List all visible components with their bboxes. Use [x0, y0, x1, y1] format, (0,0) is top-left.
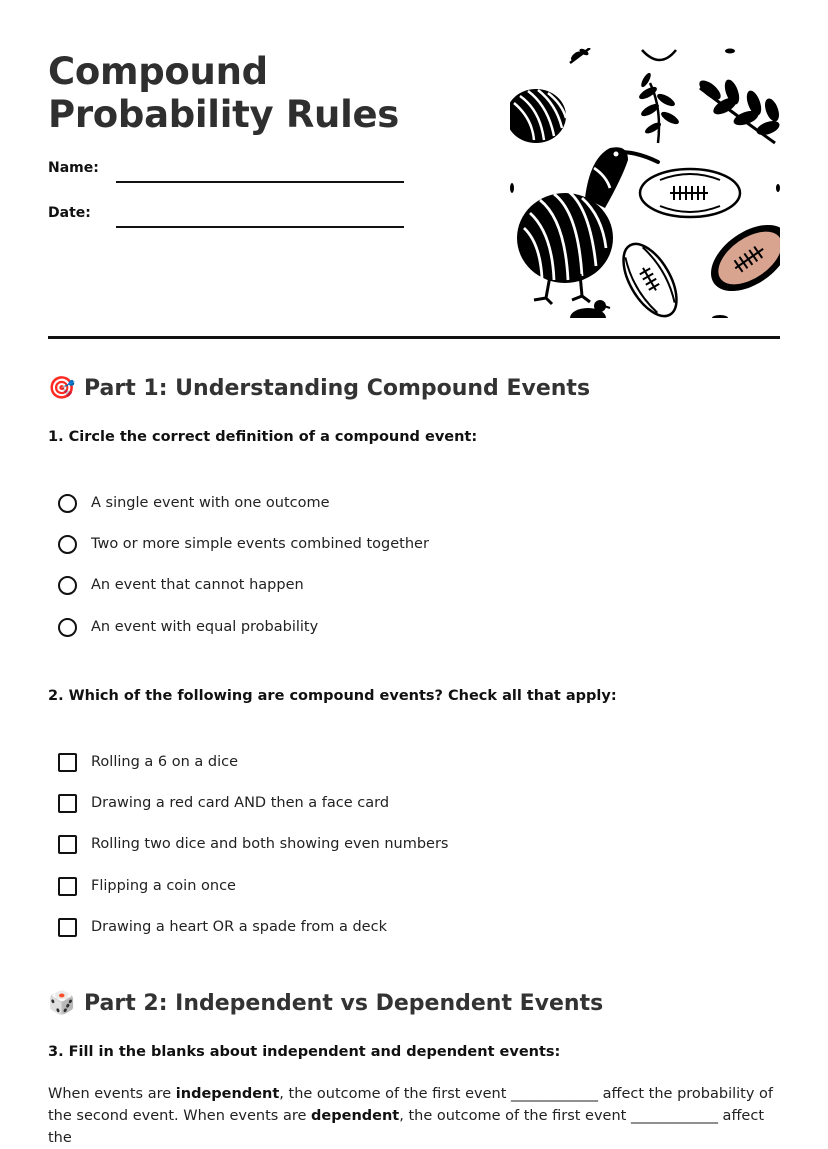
dependent-term: dependent [311, 1108, 400, 1124]
option-label: Drawing a heart OR a spade from a deck [91, 919, 387, 935]
dice-icon: 🎲 [48, 991, 76, 1016]
fill-in-paragraph [48, 1083, 780, 1149]
part2-heading [48, 990, 603, 1018]
part1-heading [48, 375, 590, 403]
radio-circle-icon[interactable] [58, 494, 77, 513]
q2-option[interactable] [58, 874, 236, 898]
name-label: Name: [48, 160, 99, 176]
checkbox-icon[interactable] [58, 794, 77, 813]
q2-option[interactable] [58, 750, 238, 774]
header-divider [48, 336, 780, 339]
checkbox-icon[interactable] [58, 835, 77, 854]
paragraph-text: When events are [48, 1086, 176, 1102]
paragraph-text: , the outcome of the first event ____________ affect the probability of the second event. When events are [48, 1086, 774, 1124]
question-2: 2. Which of the following are compound events? Check all that apply: [48, 688, 617, 704]
option-label: A single event with one outcome [91, 495, 330, 511]
date-label: Date: [48, 205, 91, 221]
checkbox-icon[interactable] [58, 877, 77, 896]
option-label: Drawing a red card AND then a face card [91, 795, 390, 811]
option-label: Two or more simple events combined together [91, 536, 429, 552]
q1-option[interactable] [58, 532, 429, 556]
option-label: Rolling a 6 on a dice [91, 754, 239, 770]
paragraph-text: , the outcome of the first event ____________ affect the [48, 1108, 765, 1146]
radio-circle-icon[interactable] [58, 618, 77, 637]
q1-option[interactable] [58, 615, 318, 639]
name-field[interactable] [116, 181, 404, 183]
independent-term: independent [175, 1086, 280, 1102]
option-label: An event that cannot happen [91, 577, 304, 593]
q2-option[interactable] [58, 832, 448, 856]
radio-circle-icon[interactable] [58, 535, 77, 554]
option-label: Flipping a coin once [91, 878, 236, 894]
question-3: 3. Fill in the blanks about independent and dependent events: [48, 1044, 561, 1060]
hero-pattern-icon [510, 48, 780, 318]
radio-circle-icon[interactable] [58, 576, 77, 595]
target-icon: 🎯 [48, 376, 76, 401]
part1-title: Part 1: Understanding Compound Events [84, 376, 591, 401]
date-field[interactable] [116, 226, 404, 228]
option-label: Rolling two dice and both showing even numbers [91, 836, 449, 852]
question-1: 1. Circle the correct definition of a compound event: [48, 429, 478, 445]
q2-option[interactable] [58, 915, 387, 939]
kiwi-rugby-illustration [510, 48, 780, 318]
part2-title: Part 2: Independent vs Dependent Events [84, 991, 604, 1016]
checkbox-icon[interactable] [58, 918, 77, 937]
q2-option[interactable] [58, 791, 389, 815]
option-label: An event with equal probability [91, 619, 319, 635]
page-title: Compound Probability Rules [48, 50, 399, 136]
checkbox-icon[interactable] [58, 753, 77, 772]
q1-option[interactable] [58, 491, 330, 515]
q1-option[interactable] [58, 573, 304, 597]
